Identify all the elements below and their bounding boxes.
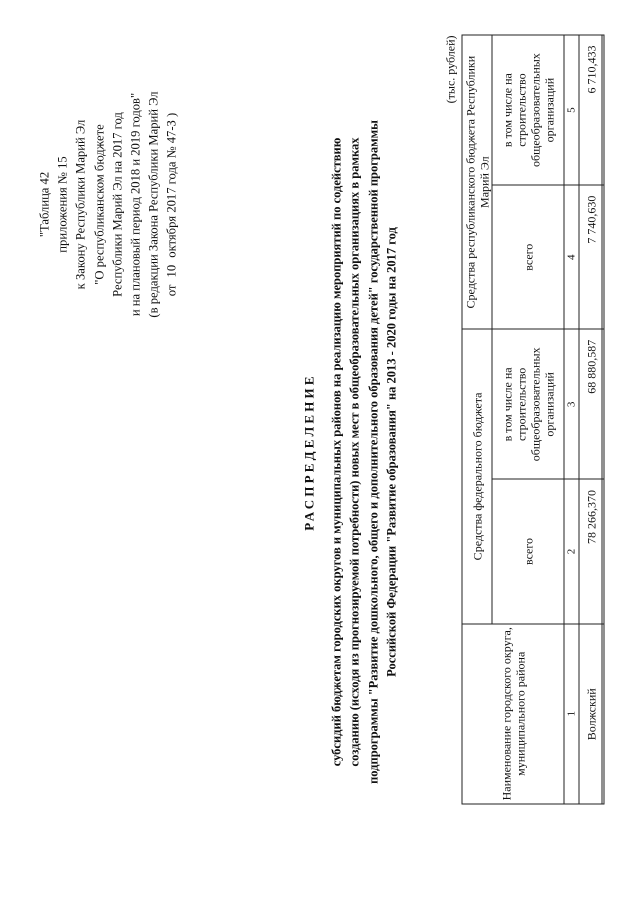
column-number: 3 <box>564 329 579 479</box>
document-page <box>30 30 610 875</box>
document-header <box>36 35 182 375</box>
document-subtitle <box>328 30 402 875</box>
subheader-federal-total: всего <box>492 479 564 623</box>
subheader-federal-incl: в том числе на строительство общеобразовательных организаций <box>492 329 564 479</box>
row-municipality: Волжский <box>579 624 604 804</box>
header-edition: (в редакции Закона Республики Марий Эл <box>146 91 161 318</box>
edition-prefix: от <box>164 284 179 297</box>
header-republic-budget: Средства республиканского бюджета Республики Марий Эл <box>462 35 492 329</box>
header-table-number: "Таблица 42 <box>37 171 52 238</box>
table-header-row <box>462 35 492 804</box>
header-edition-date <box>163 35 181 375</box>
header-plan-period: и на плановый период 2018 и 2019 годов" <box>128 92 143 317</box>
subtitle-line: Российской Федерации "Развитие образования" на 2013 - 2020 годы на 2017 год <box>384 227 399 677</box>
row-republic-total: 7 740,630 <box>579 185 604 329</box>
header-federal-budget: Средства федерального бюджета <box>462 329 492 623</box>
subtitle-line: созданию (исходя из прогнозируемой потребности) новых мест в общеобразовательных организациях в рамках <box>347 137 362 767</box>
header-law-ref: к Закону Республики Марий Эл <box>73 119 88 290</box>
subtitle-line: субсидий бюджетам городских округов и муниципальных районов на реализацию мероприятий по содействию <box>329 137 344 767</box>
column-number: 2 <box>564 479 579 623</box>
document-title: РАСПРЕДЕЛЕНИЕ <box>301 373 317 531</box>
subtitle-line: подпрограммы "Развитие дошкольного, общего и дополнительного образования детей" государственной программы <box>366 120 381 784</box>
table-row <box>579 35 604 804</box>
subheader-republic-incl: в том числе на строительство общеобразовательных организаций <box>492 35 564 185</box>
row-federal-incl: 68 880,587 <box>579 329 604 479</box>
header-municipality: Наименование городского округа, муниципального района <box>462 624 564 804</box>
column-number-row <box>564 35 579 804</box>
edition-suffix: ) <box>164 112 179 117</box>
row-republic-incl: 6 710,433 <box>579 35 604 185</box>
units-label: (тыс. рублей) <box>443 35 458 104</box>
column-number: 4 <box>564 185 579 329</box>
column-number: 5 <box>564 35 579 185</box>
edition-middle: октября 2017 года № <box>164 146 179 258</box>
header-appendix: приложения № 15 <box>55 156 70 253</box>
header-budget-title: "О республиканском бюджете <box>92 124 107 285</box>
row-federal-total: 78 266,370 <box>579 479 604 623</box>
header-budget-year: Республики Марий Эл на 2017 год <box>110 112 125 297</box>
edition-day: 10 <box>164 264 179 278</box>
table-bottom-rule <box>602 35 603 805</box>
edition-number: 47-З <box>164 120 179 144</box>
column-number: 1 <box>564 624 579 804</box>
subheader-republic-total: всего <box>492 185 564 329</box>
subsidy-table <box>462 35 605 805</box>
